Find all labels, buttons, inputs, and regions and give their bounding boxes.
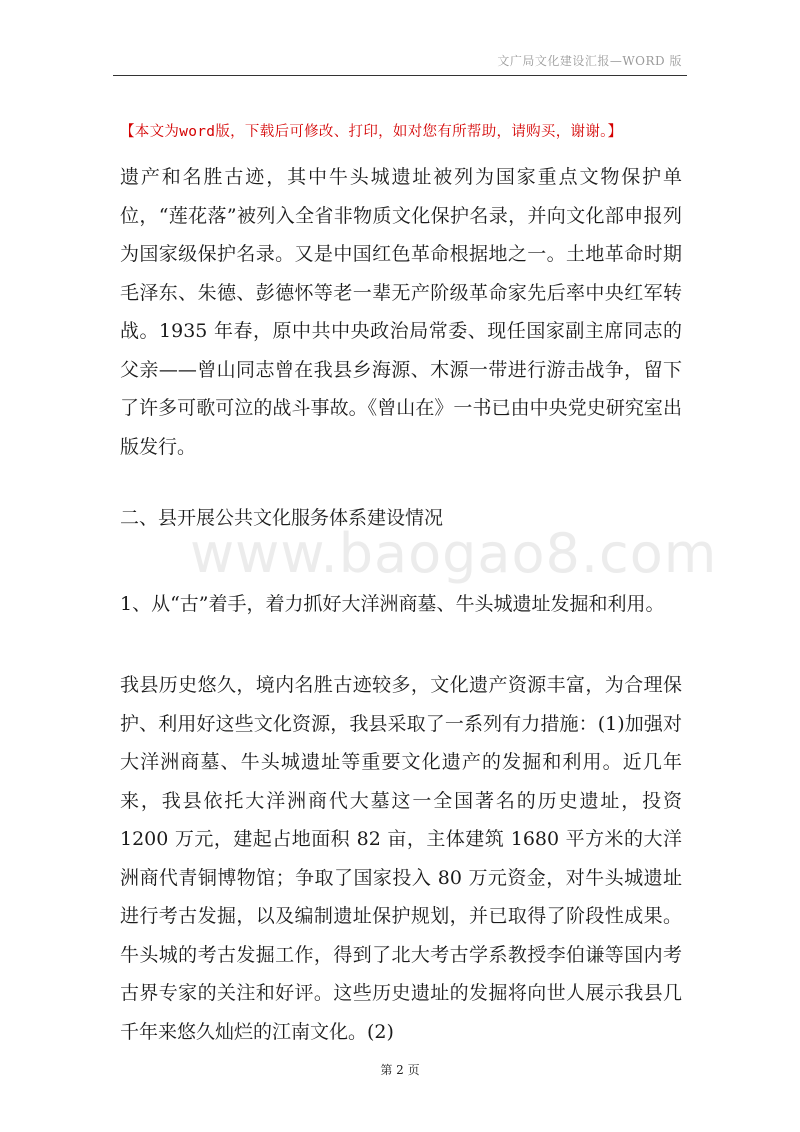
page-number: 第 2 页 <box>380 1063 420 1077</box>
watermark: www.baogao8.com <box>190 522 718 585</box>
header-title: 文广局文化建设汇报—WORD 版 <box>497 54 682 68</box>
purchase-notice: 【本文为word版，下载后可修改、打印，如对您有所帮助，请购买，谢谢。】 <box>120 124 623 140</box>
section-heading: 二、县开展公共文化服务体系建设情况 <box>120 507 444 529</box>
paragraph-heritage: 遗产和名胜古迹，其中牛头城遗址被列为国家重点文物保护单位，“莲花落”被列入全省非物质文化保护名录，并向文化部申报列为国家级保护名录。又是中国红色革命根据地之一。土地革命时期毛泽东、朱德、彭德怀等老一辈无产阶级革命家先后率中央红军转战。1935 年春，原中共中央政治局常委、现任国家副主席同志的父亲——曾山同志曾在我县乡海源、木源一带进行游击战争，留下了许多可歌可泣的战斗事故。《曾山在》一书已由中央党史研究室出版发行。 <box>120 166 682 458</box>
header-divider <box>113 75 687 76</box>
paragraph-measures: 我县历史悠久，境内名胜古迹较多，文化遗产资源丰富，为合理保护、利用好这些文化资源，我县采取了一系列有力措施：(1)加强对大洋洲商墓、牛头城遗址等重要文化遗产的发掘和利用。近几年来，我县依托大洋洲商代大墓这一全国著名的历史遗址，投资 1200 万元，建起占地面积 82 亩，主体建筑 1680 平方米的大洋洲商代青铜博物馆；争取了国家投入 80 万元资金，对牛头城遗址进行考古发掘，以及编制遗址保护规划，并已取得了阶段性成果。牛头城的考古发掘工作，得到了北大考古学系教授李伯谦等国内考古界专家的关注和好评。这些历史遗址的发掘将向世人展示我县几千年来悠久灿烂的江南文化。(2) <box>120 674 682 1043</box>
subsection-heading: 1、从“古”着手，着力抓好大洋洲商墓、牛头城遗址发掘和利用。 <box>120 593 665 615</box>
